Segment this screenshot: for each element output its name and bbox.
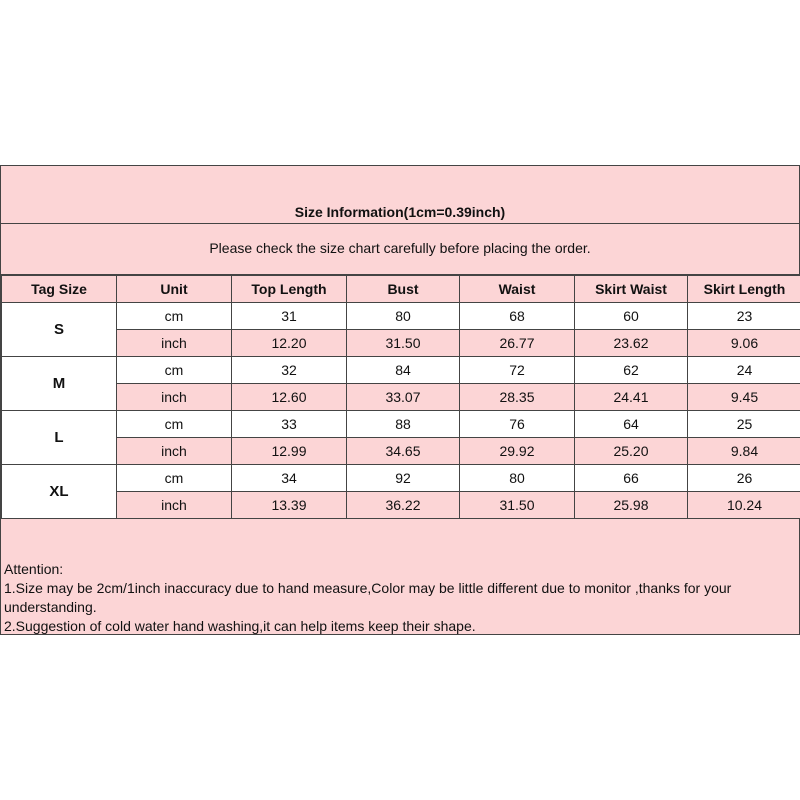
table-row bbox=[2, 303, 800, 330]
table-row bbox=[2, 492, 800, 519]
tag-size-cell: S bbox=[2, 303, 117, 357]
value-cell: 84 bbox=[347, 357, 460, 384]
value-cell: 34.65 bbox=[347, 438, 460, 465]
value-cell: 64 bbox=[575, 411, 688, 438]
value-cell: 9.06 bbox=[688, 330, 800, 357]
unit-cell: cm bbox=[117, 303, 232, 330]
header-top-length: Top Length bbox=[232, 276, 347, 303]
value-cell: 62 bbox=[575, 357, 688, 384]
value-cell: 26 bbox=[688, 465, 800, 492]
value-cell: 31.50 bbox=[460, 492, 575, 519]
tag-size-cell: L bbox=[2, 411, 117, 465]
value-cell: 24 bbox=[688, 357, 800, 384]
value-cell: 25 bbox=[688, 411, 800, 438]
value-cell: 31.50 bbox=[347, 330, 460, 357]
header-unit: Unit bbox=[117, 276, 232, 303]
value-cell: 12.60 bbox=[232, 384, 347, 411]
value-cell: 28.35 bbox=[460, 384, 575, 411]
table-row bbox=[2, 330, 800, 357]
unit-cell: inch bbox=[117, 384, 232, 411]
value-cell: 60 bbox=[575, 303, 688, 330]
unit-cell: inch bbox=[117, 330, 232, 357]
value-cell: 72 bbox=[460, 357, 575, 384]
value-cell: 12.20 bbox=[232, 330, 347, 357]
header-skirt-waist: Skirt Waist bbox=[575, 276, 688, 303]
table-row bbox=[2, 411, 800, 438]
value-cell: 13.39 bbox=[232, 492, 347, 519]
header-tag-size: Tag Size bbox=[2, 276, 117, 303]
attention-line-2: 2.Suggestion of cold water hand washing,it can help items keep their shape. bbox=[4, 618, 476, 634]
value-cell: 23 bbox=[688, 303, 800, 330]
value-cell: 9.84 bbox=[688, 438, 800, 465]
value-cell: 80 bbox=[347, 303, 460, 330]
value-cell: 92 bbox=[347, 465, 460, 492]
value-cell: 68 bbox=[460, 303, 575, 330]
header-skirt-length: Skirt Length bbox=[688, 276, 800, 303]
table-row bbox=[2, 465, 800, 492]
value-cell: 66 bbox=[575, 465, 688, 492]
value-cell: 76 bbox=[460, 411, 575, 438]
header-waist: Waist bbox=[460, 276, 575, 303]
size-table bbox=[1, 275, 800, 519]
attention-notes bbox=[4, 560, 794, 636]
value-cell: 33 bbox=[232, 411, 347, 438]
table-row bbox=[2, 438, 800, 465]
unit-cell: inch bbox=[117, 492, 232, 519]
unit-cell: cm bbox=[117, 357, 232, 384]
table-header-row bbox=[2, 276, 800, 303]
unit-cell: cm bbox=[117, 465, 232, 492]
value-cell: 26.77 bbox=[460, 330, 575, 357]
value-cell: 31 bbox=[232, 303, 347, 330]
size-chart-title: Size Information(1cm=0.39inch) bbox=[1, 194, 799, 224]
size-chart-sheet bbox=[0, 165, 800, 635]
tag-size-cell: XL bbox=[2, 465, 117, 519]
value-cell: 36.22 bbox=[347, 492, 460, 519]
attention-heading: Attention: bbox=[4, 561, 64, 577]
attention-line-1: 1.Size may be 2cm/1inch inaccuracy due to hand measure,Color may be little different due to monitor ,thanks for your understanding. bbox=[4, 580, 732, 615]
value-cell: 88 bbox=[347, 411, 460, 438]
table-row bbox=[2, 357, 800, 384]
value-cell: 80 bbox=[460, 465, 575, 492]
value-cell: 33.07 bbox=[347, 384, 460, 411]
value-cell: 25.98 bbox=[575, 492, 688, 519]
header-bust: Bust bbox=[347, 276, 460, 303]
unit-cell: cm bbox=[117, 411, 232, 438]
value-cell: 9.45 bbox=[688, 384, 800, 411]
value-cell: 24.41 bbox=[575, 384, 688, 411]
value-cell: 32 bbox=[232, 357, 347, 384]
value-cell: 25.20 bbox=[575, 438, 688, 465]
table-row bbox=[2, 384, 800, 411]
value-cell: 23.62 bbox=[575, 330, 688, 357]
size-chart-notice: Please check the size chart carefully before placing the order. bbox=[1, 224, 799, 275]
tag-size-cell: M bbox=[2, 357, 117, 411]
unit-cell: inch bbox=[117, 438, 232, 465]
value-cell: 12.99 bbox=[232, 438, 347, 465]
value-cell: 10.24 bbox=[688, 492, 800, 519]
value-cell: 29.92 bbox=[460, 438, 575, 465]
value-cell: 34 bbox=[232, 465, 347, 492]
